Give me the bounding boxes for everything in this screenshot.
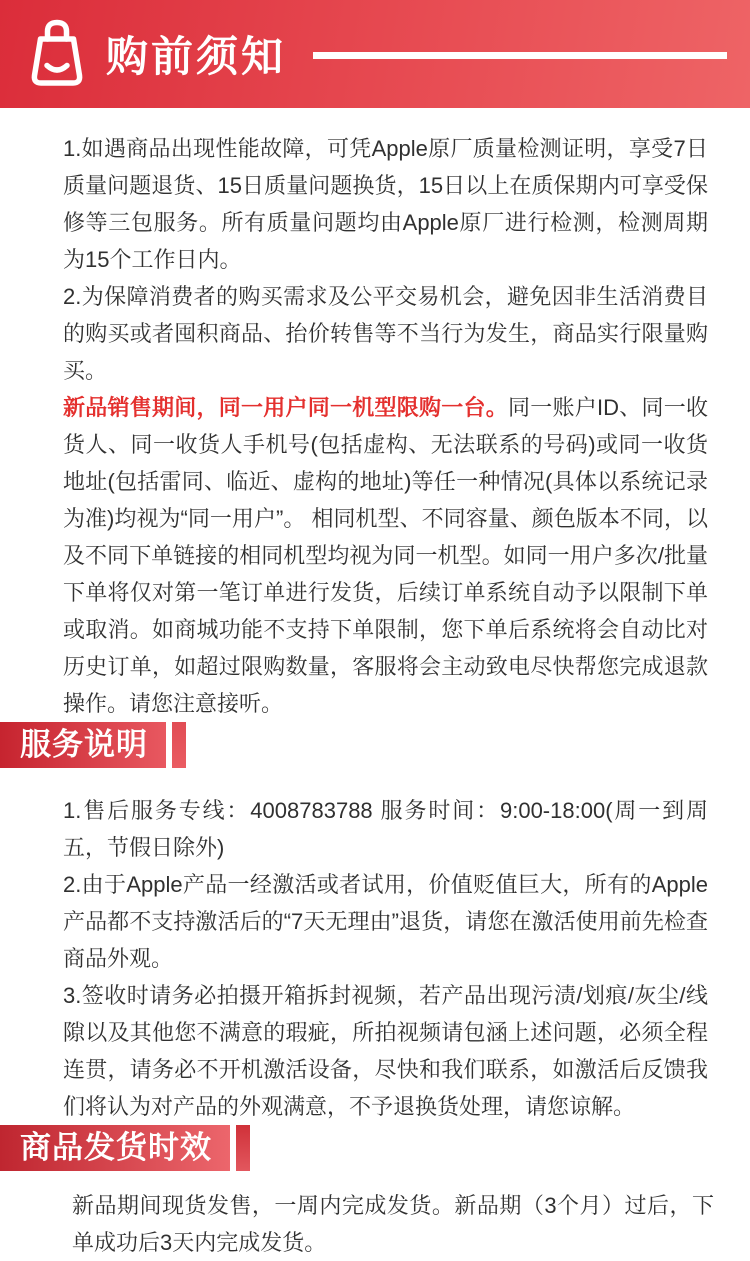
shipping-section-title: 商品发货时效 [0, 1125, 230, 1171]
purchase-limit-highlight: 新品销售期间，同一用户同一机型限购一台。 [63, 395, 508, 420]
shipping-time-section [0, 1171, 750, 1261]
header-banner [0, 0, 750, 108]
service-description-section [0, 768, 750, 1125]
pre-purchase-notice-section [0, 108, 750, 722]
notice-paragraph-2: 2.为保障消费者的购买需求及公平交易机会，避免因非生活消费目的购买或者囤积商品、抬价转售等不当行为发生，商品实行限量购买。 [63, 284, 708, 383]
service-item-3: 3.签收时请务必拍摄开箱拆封视频，若产品出现污渍/划痕/灰尘/线隙以及其他您不满意的瑕疵，所拍视频请包涵上述问题，必须全程连贯，请务必不开机激活设备，尽快和我们联系，如激活后反馈我们将认为对产品的外观满意，不予退换货处理，请您谅解。 [63, 983, 708, 1119]
service-item-1: 1.售后服务专线：4008783788 服务时间：9:00-18:00(周一到周五，节假日除外) [63, 798, 708, 860]
notice-paragraph-3 [63, 389, 708, 722]
shipping-accent-bar [236, 1125, 250, 1171]
service-section-banner [0, 722, 750, 768]
service-section-title: 服务说明 [0, 722, 166, 768]
shopping-bag-icon [26, 18, 88, 90]
notice-paragraph-1: 1.如遇商品出现性能故障，可凭Apple原厂质量检测证明，享受7日质量问题退货、15日质量问题换货，15日以上在质保期内可享受保修等三包服务。所有质量问题均由Apple原厂进行检测，检测周期为15个工作日内。 [63, 136, 708, 272]
header-divider-line [313, 52, 727, 59]
purchase-limit-detail: 同一账户ID、同一收货人、同一收货人手机号(包括虚构、无法联系的号码)或同一收货地址(包括雷同、临近、虚构的地址)等任一种情况(具体以系统记录为准)均视为“同一用户”。 相同机型、不同容量、颜色版本不同，以及不同下单链接的相同机型均视为同一机型。如同一用户多次/批量下单将仅对第一笔订单进行发货，后续订单系统自动予以限制下单或取消。如商城功能不支持下单限制，您下单后系统将会自动比对历史订单，如超过限购数量，客服将会主动致电尽快帮您完成退款操作。请您注意接听。 [63, 395, 708, 716]
shipping-paragraph: 新品期间现货发售，一周内完成发货。新品期（3个月）过后，下单成功后3天内完成发货。 [72, 1193, 714, 1255]
service-item-2: 2.由于Apple产品一经激活或者试用，价值贬值巨大，所有的Apple产品都不支持激活后的“7天无理由”退货，请您在激活使用前先检查商品外观。 [63, 872, 708, 971]
page-title: 购前须知 [106, 33, 287, 80]
service-accent-bar [172, 722, 186, 768]
shipping-section-banner [0, 1125, 750, 1171]
